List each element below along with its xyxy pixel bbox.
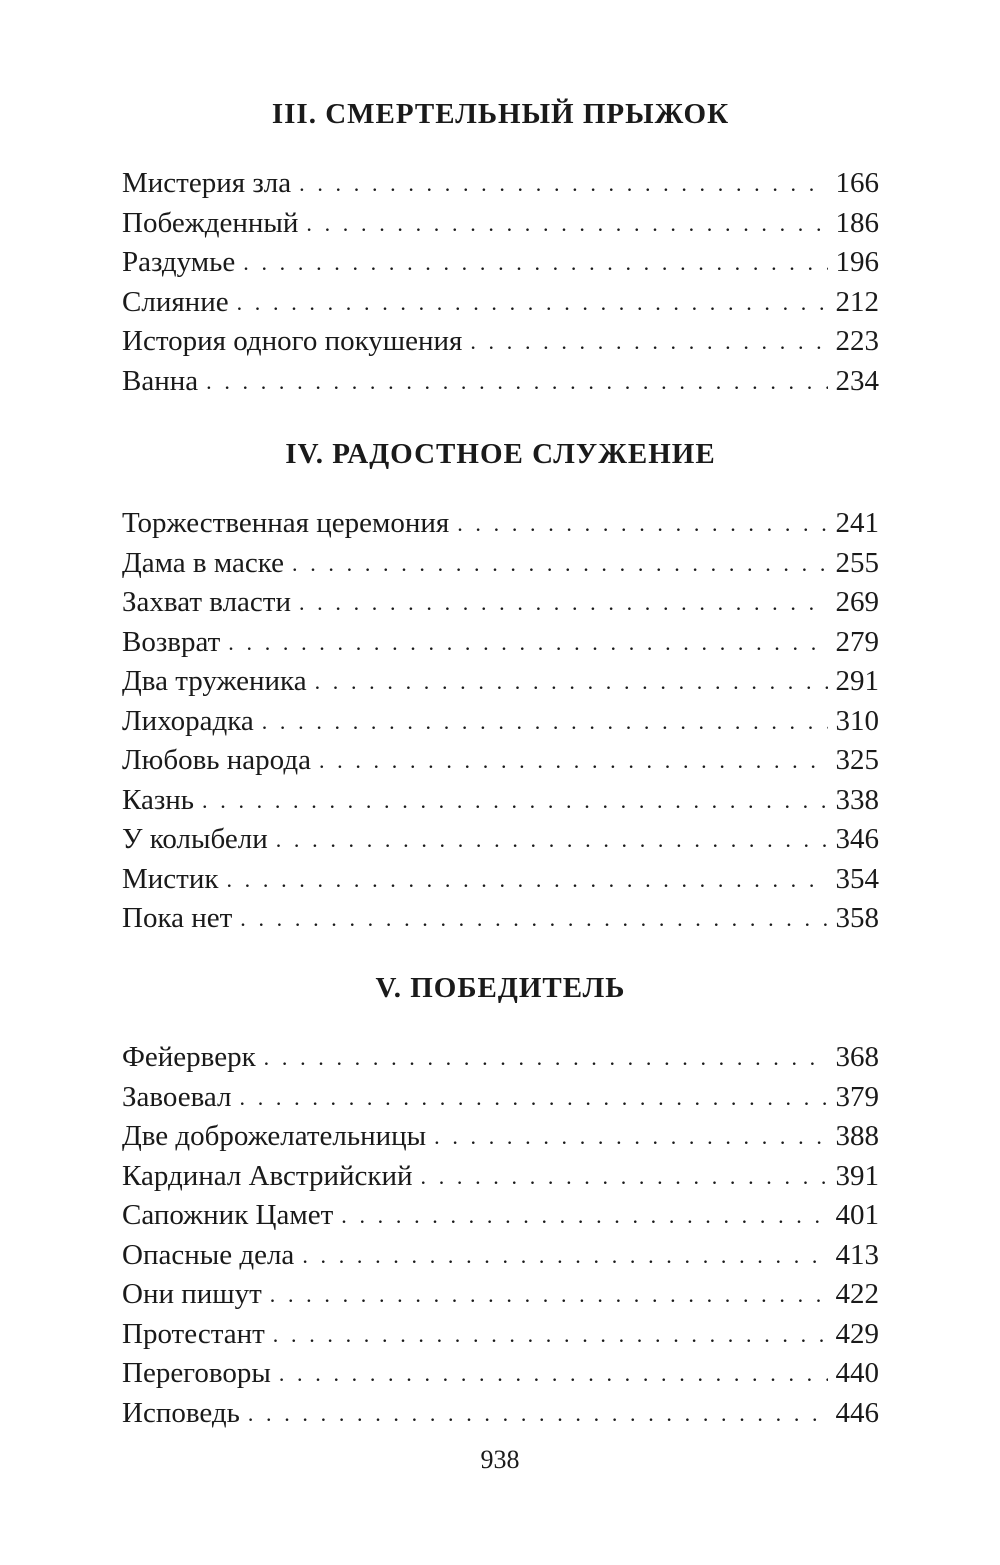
entry-page-number: 338 — [835, 783, 879, 816]
entry-title: Завоевал — [122, 1080, 232, 1113]
dot-leader — [470, 322, 827, 362]
toc-entry[interactable] — [122, 204, 879, 244]
entry-page-number: 186 — [835, 206, 879, 239]
entry-title: Фейерверк — [122, 1041, 256, 1073]
toc-entry[interactable] — [122, 702, 879, 742]
toc-entry[interactable] — [122, 1236, 879, 1276]
section-title: IV. РАДОСТНОЕ СЛУЖЕНИЕ — [285, 438, 716, 470]
dot-leader — [292, 544, 827, 584]
entry-title: Ванна — [122, 364, 199, 397]
entry-page-number: 212 — [835, 285, 879, 318]
toc-entry[interactable] — [122, 362, 879, 402]
dot-leader — [228, 623, 827, 663]
entry-page-number: 269 — [835, 586, 879, 618]
toc-entry[interactable] — [122, 504, 879, 544]
entry-title: Слияние — [122, 285, 229, 318]
dot-leader — [279, 1354, 828, 1394]
entry-page-number: 429 — [835, 1317, 879, 1350]
toc-entry[interactable] — [122, 243, 879, 283]
dot-leader — [306, 204, 827, 244]
dot-leader — [276, 820, 828, 860]
dot-leader — [302, 1236, 827, 1276]
entry-page-number: 241 — [835, 507, 879, 539]
dot-leader — [270, 1275, 828, 1315]
entry-page-number: 440 — [835, 1357, 879, 1389]
entry-title: Пока нет — [122, 902, 233, 934]
dot-leader — [264, 1038, 828, 1078]
entry-page-number: 310 — [835, 704, 879, 737]
toc-entry[interactable] — [122, 820, 879, 860]
entry-title: Торжественная церемония — [122, 507, 450, 539]
dot-leader — [319, 741, 828, 781]
toc-section-iv — [122, 434, 879, 939]
entry-page-number: 279 — [835, 625, 879, 658]
entry-title: Кардинал Австрийский — [122, 1159, 413, 1192]
dot-leader — [299, 164, 827, 204]
toc-entry[interactable] — [122, 583, 879, 623]
entry-list — [122, 1038, 879, 1433]
page-number: 938 — [480, 1445, 520, 1474]
dot-leader — [434, 1117, 827, 1157]
entry-page-number: 325 — [835, 744, 879, 776]
toc-entry[interactable] — [122, 899, 879, 939]
dot-leader — [237, 283, 828, 323]
entry-page-number: 223 — [835, 325, 879, 357]
entry-page-number: 354 — [835, 862, 879, 895]
toc-entry[interactable] — [122, 623, 879, 663]
entry-title: Исповедь — [122, 1396, 240, 1429]
dot-leader — [206, 362, 827, 402]
entry-page-number: 291 — [835, 665, 879, 697]
entry-title: Переговоры — [122, 1357, 271, 1389]
toc-entry[interactable] — [122, 662, 879, 702]
entry-page-number: 422 — [835, 1278, 879, 1310]
toc-entry[interactable] — [122, 1394, 879, 1434]
dot-leader — [273, 1315, 828, 1355]
dot-leader — [341, 1196, 827, 1236]
entry-page-number: 368 — [835, 1041, 879, 1073]
dot-leader — [248, 1394, 828, 1434]
dot-leader — [262, 702, 828, 742]
entry-title: Сапожник Цамет — [122, 1199, 334, 1231]
entry-page-number: 234 — [835, 364, 879, 397]
entry-page-number: 166 — [835, 167, 879, 199]
entry-title: Опасные дела — [122, 1238, 295, 1271]
entry-title: Раздумье — [122, 246, 236, 278]
toc-entry[interactable] — [122, 283, 879, 323]
entry-page-number: 413 — [835, 1238, 879, 1271]
dot-leader — [243, 243, 827, 283]
entry-page-number: 255 — [835, 546, 879, 579]
entry-title: У колыбели — [122, 823, 268, 855]
entry-title: Лихорадка — [122, 704, 254, 737]
toc-entry[interactable] — [122, 1354, 879, 1394]
toc-entry[interactable] — [122, 322, 879, 362]
toc-entry[interactable] — [122, 1078, 879, 1118]
entry-list — [122, 504, 879, 939]
entry-title: Протестант — [122, 1317, 265, 1350]
entry-page-number: 446 — [835, 1396, 879, 1429]
dot-leader — [240, 899, 827, 939]
entry-title: История одного покушения — [122, 325, 463, 357]
entry-page-number: 196 — [835, 246, 879, 278]
dot-leader — [299, 583, 828, 623]
toc-entry[interactable] — [122, 1196, 879, 1236]
entry-list — [122, 164, 879, 401]
entry-page-number: 358 — [835, 902, 879, 934]
toc-entry[interactable] — [122, 1038, 879, 1078]
toc-section-v — [122, 968, 879, 1433]
entry-title: Два труженика — [122, 665, 307, 697]
entry-title: Мистик — [122, 862, 219, 895]
section-title: III. СМЕРТЕЛЬНЫЙ ПРЫЖОК — [271, 98, 730, 130]
toc-entry[interactable] — [122, 741, 879, 781]
toc-section-iii — [122, 94, 879, 401]
toc-entry[interactable] — [122, 860, 879, 900]
entry-title: Возврат — [122, 625, 221, 658]
dot-leader — [315, 662, 828, 702]
entry-title: Захват власти — [122, 586, 291, 618]
entry-page-number: 346 — [835, 823, 879, 855]
toc-entry[interactable] — [122, 1117, 879, 1157]
entry-title: Мистерия зла — [122, 167, 292, 199]
dot-leader — [202, 781, 827, 821]
entry-title: Казнь — [122, 783, 195, 816]
dot-leader — [421, 1157, 828, 1197]
dot-leader — [240, 1078, 828, 1118]
toc-entry[interactable] — [122, 781, 879, 821]
entry-page-number: 388 — [835, 1120, 879, 1152]
toc-entry[interactable] — [122, 1157, 879, 1197]
entry-page-number: 391 — [835, 1159, 879, 1192]
toc-entry[interactable] — [122, 1315, 879, 1355]
dot-leader — [457, 504, 827, 544]
toc-entry[interactable] — [122, 164, 879, 204]
entry-page-number: 401 — [835, 1199, 879, 1231]
entry-title: Две доброжелательницы — [122, 1120, 427, 1152]
entry-title: Дама в маске — [122, 546, 285, 579]
entry-title: Они пишут — [122, 1278, 262, 1310]
entry-title: Побежденный — [122, 206, 299, 239]
toc-entry[interactable] — [122, 1275, 879, 1315]
toc-entry[interactable] — [122, 544, 879, 584]
entry-page-number: 379 — [835, 1080, 879, 1113]
section-title: V. ПОБЕДИТЕЛЬ — [375, 972, 626, 1004]
entry-title: Любовь народа — [122, 744, 311, 776]
dot-leader — [226, 860, 827, 900]
